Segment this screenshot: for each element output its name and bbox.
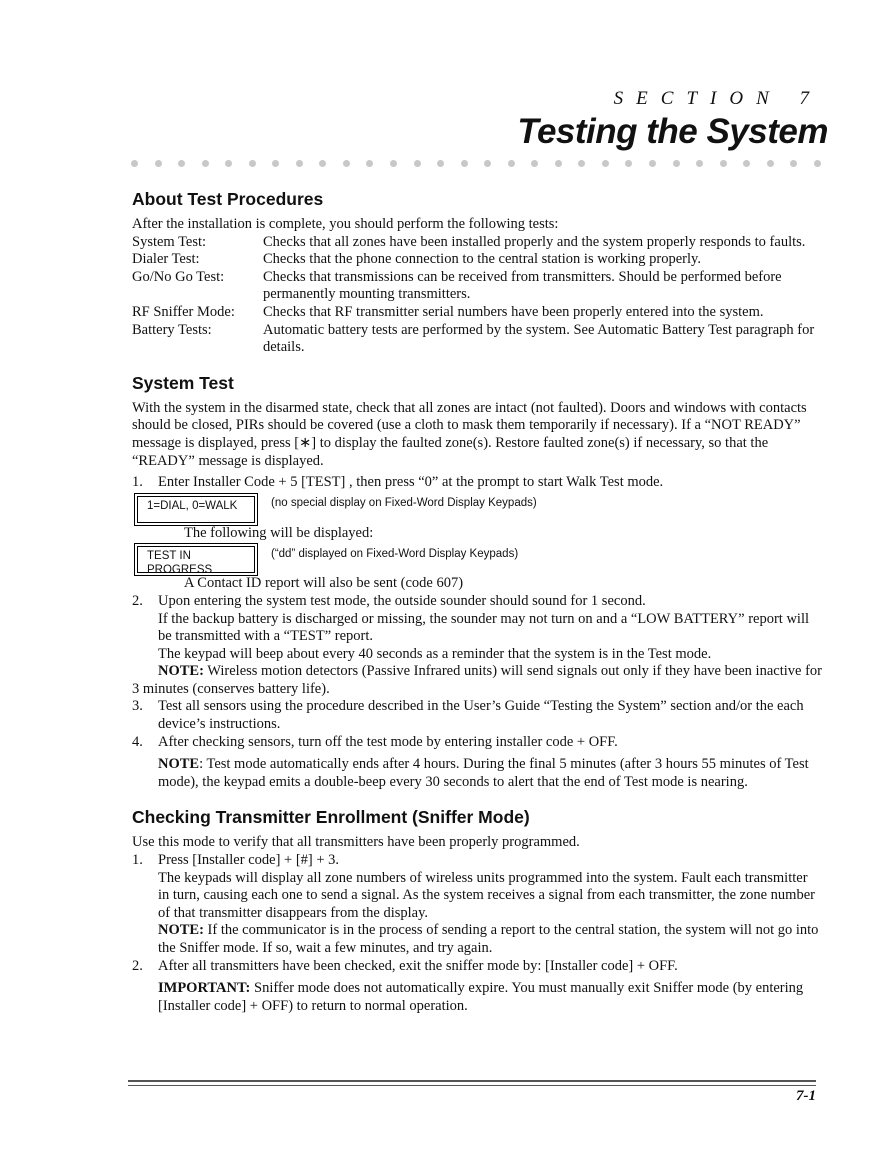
step-text: The keypads will display all zone numbers of wireless units programmed into the system. Fault each transmitter in turn, causing each one to send a signal. As the system receives a signal from each transmitter, the zone number of that transmitter disappears from the display. bbox=[158, 869, 815, 921]
divider-dot bbox=[202, 160, 209, 167]
step-text: Test all sensors using the procedure described in the User’s Guide “Testing the System” section and/or the each device’s instructions. bbox=[158, 698, 804, 733]
divider-dot bbox=[414, 160, 421, 167]
divider-dot bbox=[272, 160, 279, 167]
divider-dot bbox=[319, 160, 326, 167]
test-term: Dialer Test: bbox=[132, 251, 200, 268]
divider-dot bbox=[673, 160, 680, 167]
sniffer-intro: Use this mode to verify that all transmitters have been properly programmed. bbox=[132, 834, 580, 851]
test-definition: Checks that transmissions can be received from transmitters. Should be performed before permanently mounting transmitters. bbox=[263, 268, 782, 303]
step-text: If the backup battery is discharged or missing, the sounder may not turn on and a “LOW BATTERY” report will be transmitted with a “TEST” report. bbox=[158, 610, 810, 645]
keypad-display: 1=DIAL, 0=WALK bbox=[137, 496, 255, 523]
test-definition: Checks that the phone connection to the central station is working properly. bbox=[263, 251, 701, 268]
list-item bbox=[132, 474, 822, 492]
divider-dot bbox=[484, 160, 491, 167]
test-term: System Test: bbox=[132, 233, 207, 250]
divider-dot bbox=[178, 160, 185, 167]
list-item bbox=[132, 593, 822, 663]
page-title: Testing the System bbox=[517, 112, 828, 151]
test-term: RF Sniffer Mode: bbox=[132, 303, 235, 320]
divider-dot bbox=[602, 160, 609, 167]
divider-dot bbox=[437, 160, 444, 167]
note-label: NOTE: bbox=[158, 922, 204, 939]
note-label: NOTE bbox=[158, 756, 200, 773]
test-definition: Checks that RF transmitter serial numbers have been properly entered into the system. bbox=[263, 303, 764, 320]
divider-dot bbox=[343, 160, 350, 167]
important-text: Sniffer mode does not automatically expire. You must manually exit Sniffer mode (by entering [Installer code] + OFF) to return to normal operation. bbox=[158, 980, 804, 1014]
note-text: : Test mode automatically ends after 4 hours. During the final 5 minutes (after 3 hours 55 minutes of Test mode), the keypad emits a double-beep every 30 seconds to alert that the end of Test mode is nearing. bbox=[158, 756, 809, 790]
about-intro: After the installation is complete, you should perform the following tests: bbox=[132, 216, 559, 232]
step-text: A Contact ID report will also be sent (code 607) bbox=[184, 575, 464, 592]
step-text: After checking sensors, turn off the test mode by entering installer code + OFF. bbox=[158, 733, 618, 750]
test-list bbox=[132, 234, 822, 357]
note-label: NOTE: bbox=[158, 663, 204, 680]
divider-dot bbox=[790, 160, 797, 167]
step-number: 3. bbox=[132, 698, 143, 715]
list-item bbox=[132, 852, 822, 958]
divider-dot bbox=[555, 160, 562, 167]
important-paragraph bbox=[158, 980, 822, 1015]
section-label: SECTION 7 bbox=[613, 88, 822, 109]
note-paragraph bbox=[132, 663, 822, 698]
step-text: Upon entering the system test mode, the outside sounder should sound for 1 second. bbox=[158, 592, 646, 609]
divider-dot bbox=[366, 160, 373, 167]
display-note: (“dd” displayed on Fixed-Word Display Keypads) bbox=[271, 548, 519, 561]
divider-dot bbox=[249, 160, 256, 167]
step-number: 1. bbox=[132, 852, 143, 869]
step-text: After all transmitters have been checked, exit the sniffer mode by: [Installer code] + OFF. bbox=[158, 957, 678, 974]
keypad-display: TEST IN PROGRESS bbox=[137, 546, 255, 573]
system-test-heading: System Test bbox=[132, 372, 234, 393]
divider-dot bbox=[508, 160, 515, 167]
test-term: Go/No Go Test: bbox=[132, 268, 225, 285]
divider-dot bbox=[225, 160, 232, 167]
system-test-intro: With the system in the disarmed state, check that all zones are intact (not faulted). Doors and windows with contacts should be closed, PIRs should be covered (use a cloth to mask them temporarily if necessary). If a “NOT READY” message is displayed, press [∗] to display the faulted zone(s). Restore faulted zone(s) if necessary, so that the “READY” message is displayed. bbox=[132, 399, 807, 469]
step-text: The following will be displayed: bbox=[184, 524, 374, 541]
about-heading: About Test Procedures bbox=[132, 189, 324, 209]
test-definition: Automatic battery tests are performed by the system. See Automatic Battery Test paragraph for details. bbox=[263, 321, 815, 356]
divider-dot bbox=[814, 160, 821, 167]
divider-dot bbox=[131, 160, 138, 167]
divider-dot bbox=[696, 160, 703, 167]
note-paragraph bbox=[158, 756, 822, 791]
divider-dot bbox=[461, 160, 468, 167]
sniffer-heading: Checking Transmitter Enrollment (Sniffer Mode) bbox=[132, 807, 530, 828]
divider-dot bbox=[155, 160, 162, 167]
step-number: 1. bbox=[132, 474, 143, 491]
divider-dot bbox=[767, 160, 774, 167]
note-text: If the communicator is in the process of sending a report to the central station, the system will not go into the Sniffer mode. If so, wait a few minutes, and try again. bbox=[158, 922, 819, 956]
important-label: IMPORTANT: bbox=[158, 980, 251, 997]
step-number: 4. bbox=[132, 733, 143, 750]
step-text: Press [Installer code] + [#] + 3. bbox=[158, 852, 340, 869]
list-item bbox=[132, 958, 822, 1016]
divider-dot bbox=[531, 160, 538, 167]
test-definition: Checks that all zones have been installed properly and the system properly responds to faults. bbox=[263, 233, 806, 250]
page-number: 7-1 bbox=[796, 1088, 816, 1104]
note-paragraph bbox=[158, 922, 822, 957]
keypad-display-row bbox=[134, 544, 822, 577]
footer-rule bbox=[128, 1080, 816, 1086]
divider-dot bbox=[296, 160, 303, 167]
dotted-divider bbox=[131, 160, 821, 170]
divider-dot bbox=[743, 160, 750, 167]
step-text: Enter Installer Code + 5 [TEST] , then press “0” at the prompt to start Walk Test mode. bbox=[158, 474, 664, 491]
divider-dot bbox=[625, 160, 632, 167]
divider-dot bbox=[578, 160, 585, 167]
list-item bbox=[132, 698, 822, 733]
divider-dot bbox=[649, 160, 656, 167]
display-note: (no special display on Fixed-Word Display Keypads) bbox=[271, 497, 537, 510]
step-number: 2. bbox=[132, 957, 143, 974]
test-term: Battery Tests: bbox=[132, 321, 212, 338]
divider-dot bbox=[720, 160, 727, 167]
page-content bbox=[132, 188, 822, 1015]
step-text: The keypad will beep about every 40 seconds as a reminder that the system is in the Test mode. bbox=[158, 645, 712, 662]
step-number: 2. bbox=[132, 592, 143, 609]
list-item bbox=[132, 734, 822, 792]
note-text: Wireless motion detectors (Passive Infrared units) will send signals out only if they have been inactive for 3 minutes (conserves battery life). bbox=[132, 663, 822, 697]
divider-dot bbox=[390, 160, 397, 167]
keypad-display-row bbox=[134, 494, 822, 523]
